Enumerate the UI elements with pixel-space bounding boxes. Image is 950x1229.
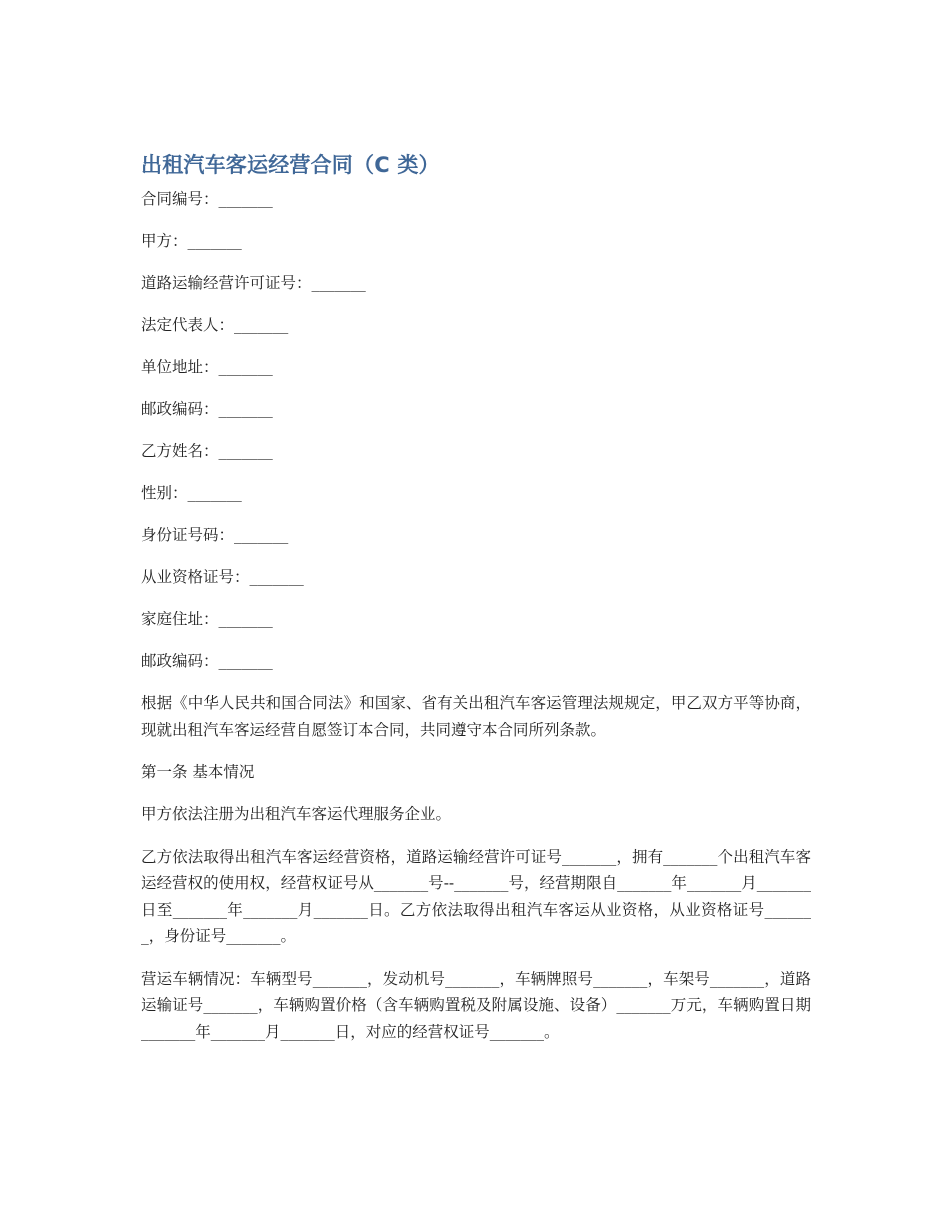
field-label: 合同编号：	[141, 190, 219, 208]
field-blank: _______	[234, 526, 289, 544]
field-label: 邮政编码：	[141, 400, 219, 418]
field-label: 单位地址：	[141, 358, 219, 376]
field-home-address	[141, 606, 811, 632]
field-blank: _______	[218, 610, 273, 628]
intro-paragraph: 根据《中华人民共和国合同法》和国家、省有关出租汽车客运管理法规规定，甲乙双方平等协商，现就出租汽车客运经营自愿签订本合同，共同遵守本合同所列条款。	[141, 694, 811, 739]
field-blank: _______	[218, 442, 273, 460]
field-party-b-name	[141, 438, 811, 464]
field-postal-code-a	[141, 396, 811, 422]
field-postal-code-b	[141, 648, 811, 674]
field-label: 乙方姓名：	[141, 442, 219, 460]
article-1-paragraph-1: 甲方依法注册为出租汽车客运代理服务企业。	[141, 805, 452, 823]
field-blank: _______	[218, 400, 273, 418]
document-title: 出租汽车客运经营合同（C 类）	[141, 153, 440, 177]
article-1-paragraph-2: 乙方依法取得出租汽车客运经营资格，道路运输经营许可证号_______，拥有_______个出租汽车客运经营权的使用权，经营权证号从_______号--_______号，经营期限自_______年_______月_______日至_______年_______月_______日。乙方依法取得出租汽车客运从业资格，从业资格证号_______，身份证号_______。	[141, 847, 811, 945]
field-blank: _______	[311, 274, 366, 292]
field-party-a	[141, 228, 811, 254]
article-1-heading: 第一条 基本情况	[141, 763, 255, 781]
field-transport-license	[141, 270, 811, 296]
field-qualification-cert	[141, 564, 811, 590]
field-blank: _______	[187, 232, 242, 250]
field-blank: _______	[218, 652, 273, 670]
field-company-address	[141, 354, 811, 380]
field-label: 甲方：	[141, 232, 188, 250]
field-label: 身份证号码：	[141, 526, 235, 544]
field-blank: _______	[249, 568, 304, 586]
field-label: 从业资格证号：	[141, 568, 250, 586]
field-id-number	[141, 522, 811, 548]
party-info-fields	[141, 186, 811, 674]
field-label: 家庭住址：	[141, 610, 219, 628]
field-contract-number	[141, 186, 811, 212]
field-blank: _______	[218, 190, 273, 208]
field-gender	[141, 480, 811, 506]
field-legal-representative	[141, 312, 811, 338]
field-label: 道路运输经营许可证号：	[141, 274, 312, 292]
article-1-paragraph-3: 营运车辆情况：车辆型号_______，发动机号_______，车辆牌照号_______，车架号_______，道路运输证号_______，车辆购置价格（含车辆购置税及附属设施、设备）_______万元，车辆购置日期_______年_______月_______日，对应的经营权证号_______。	[141, 969, 811, 1041]
field-blank: _______	[234, 316, 289, 334]
field-label: 法定代表人：	[141, 316, 235, 334]
field-label: 性别：	[141, 484, 188, 502]
field-blank: _______	[218, 358, 273, 376]
field-blank: _______	[187, 484, 242, 502]
field-label: 邮政编码：	[141, 652, 219, 670]
contract-page	[141, 150, 811, 1061]
